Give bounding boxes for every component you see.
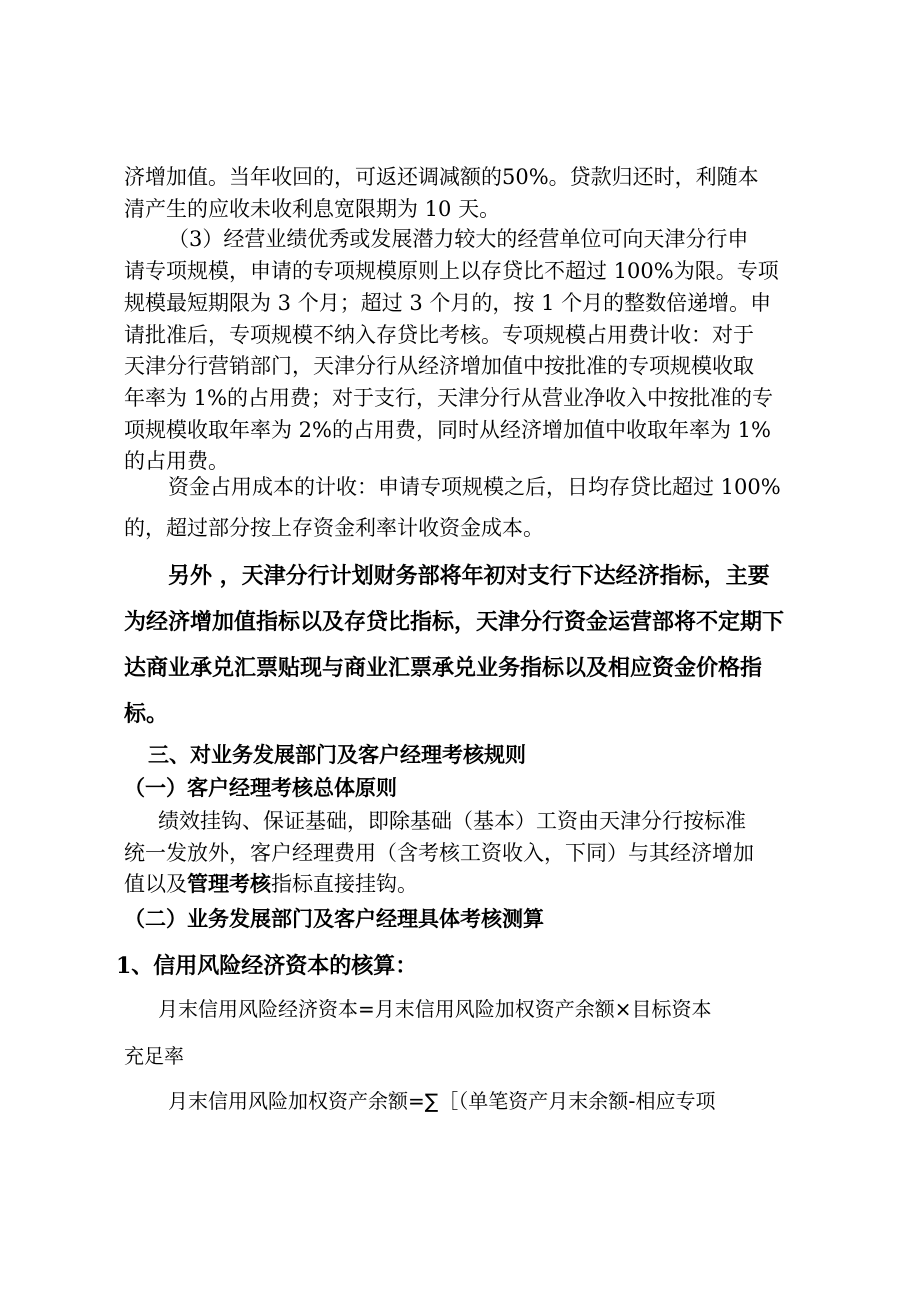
formula2-line1: 月末信用风险加权资产余额=∑［（单笔资产月末余额-相应专项 xyxy=(168,1089,716,1113)
formula1-line2: 充足率 xyxy=(124,1044,184,1068)
paragraph4-line3: 达商业承兑汇票贴现与商业汇票承兑业务指标以及相应资金价格指 xyxy=(124,655,763,681)
paragraph5-line2: 统一发放外，客户经理费用（含考核工资收入，下同）与其经济增加 xyxy=(124,841,754,865)
paragraph4-line4: 标。 xyxy=(124,701,169,727)
paragraph5-line3-part1: 值以及 xyxy=(124,872,187,896)
paragraph5-line1: 绩效挂钩、保证基础，即除基础（基本）工资由天津分行按标准 xyxy=(158,809,746,833)
paragraph2-line8: 的占用费。 xyxy=(124,449,229,473)
paragraph4-line2: 为经济增加值指标以及存贷比指标，天津分行资金运营部将不定期下 xyxy=(124,609,785,635)
paragraph2-line4: 请批准后，专项规模不纳入存贷比考核。专项规模占用费计收：对于 xyxy=(124,323,754,347)
paragraph5-line3 xyxy=(124,869,418,899)
paragraph3-line1: 资金占用成本的计收：申请专项规模之后，日均存贷比超过 100% xyxy=(168,475,781,499)
subsection1-heading: （一）客户经理考核总体原则 xyxy=(124,775,397,800)
paragraph2-line1: （3）经营业绩优秀或发展潜力较大的经营单位可向天津分行申 xyxy=(168,227,749,251)
paragraph1-line2: 清产生的应收未收利息宽限期为 10 天。 xyxy=(124,197,501,221)
paragraph5-line3-bold: 管理考核 xyxy=(187,871,271,896)
formula1-line1: 月末信用风险经济资本=月末信用风险加权资产余额×目标资本 xyxy=(158,997,712,1021)
paragraph4-line1: 另外 ，天津分行计划财务部将年初对支行下达经济指标，主要 xyxy=(168,563,770,589)
paragraph2-line3: 规模最短期限为 3 个月；超过 3 个月的，按 1 个月的整数倍递增。申 xyxy=(124,291,772,315)
paragraph1-line1: 济增加值。当年收回的，可返还调减额的50%。贷款归还时，利随本 xyxy=(124,165,759,189)
subsection2-heading: （二）业务发展部门及客户经理具体考核测算 xyxy=(124,906,544,931)
section3-heading: 三、对业务发展部门及客户经理考核规则 xyxy=(148,742,526,767)
paragraph2-line6: 年率为 1%的占用费；对于支行，天津分行从营业净收入中按批准的专 xyxy=(124,386,773,410)
paragraph2-line5: 天津分行营销部门，天津分行从经济增加值中按批准的专项规模收取 xyxy=(124,354,754,378)
paragraph5-line3-part2: 指标直接挂钩。 xyxy=(271,872,418,896)
paragraph2-line7: 项规模收取年率为 2%的占用费，同时从经济增加值中收取年率为 1% xyxy=(124,418,771,442)
paragraph3-line2: 的，超过部分按上存资金利率计收资金成本。 xyxy=(124,516,544,540)
paragraph2-line2: 请专项规模，申请的专项规模原则上以存贷比不超过 100%为限。专项 xyxy=(124,259,779,283)
item1-heading: 1、信用风险经济资本的核算： xyxy=(116,953,418,979)
